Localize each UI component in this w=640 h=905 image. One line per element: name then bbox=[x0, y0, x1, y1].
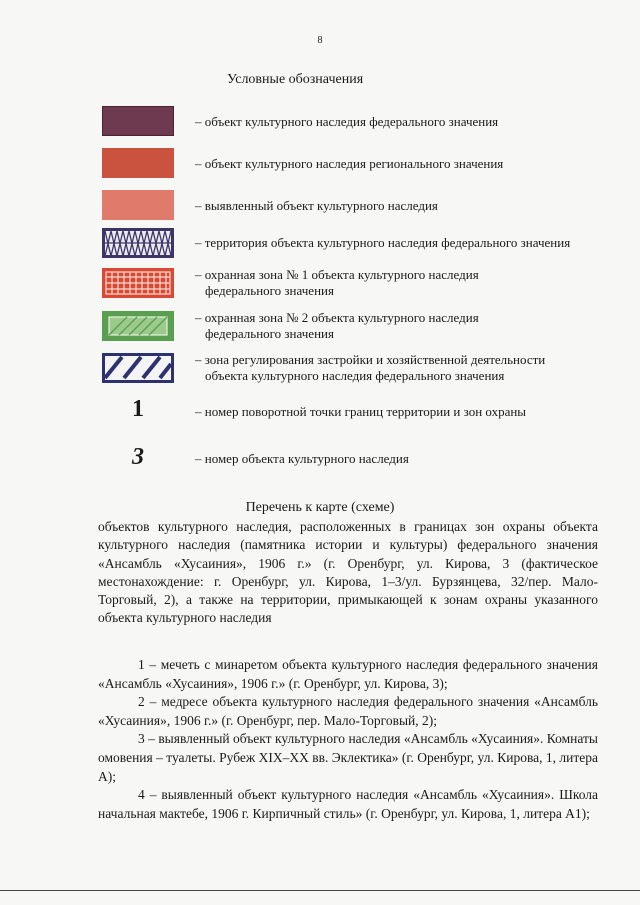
zone1-swatch bbox=[102, 268, 174, 298]
object-number-symbol: 3 bbox=[132, 444, 144, 470]
list-item: 2 – медресе объекта культурного наследия федерального значения «Ансамбль «Хусаиния», 1906 г.» (г. Оренбург, пер. Мало-Торговый, 2); bbox=[98, 694, 598, 728]
legend-label-line2: объекта культурного наследия федерального значения bbox=[205, 368, 505, 383]
list-item: 1 – мечеть с минаретом объекта культурного наследия федерального значения «Ансамбль «Хусаиния», 1906 г.» (г. Оренбург, ул. Кирова, 3); bbox=[98, 657, 598, 691]
legend-label: – выявленный объект культурного наследия bbox=[195, 198, 438, 213]
legend-label-line1: – охранная зона № 2 объекта культурного наследия bbox=[195, 310, 479, 325]
legend-label bbox=[195, 267, 479, 299]
legend-label-line1: – охранная зона № 1 объекта культурного наследия bbox=[195, 267, 479, 282]
page-bottom-edge bbox=[0, 890, 640, 891]
list-heading: Перечень к карте (схеме) bbox=[245, 500, 395, 515]
legend-label: – территория объекта культурного наследия федерального значения bbox=[195, 235, 571, 250]
zone2-swatch bbox=[102, 311, 174, 341]
legend-label: – номер поворотной точки границ территории и зон охраны bbox=[195, 404, 527, 419]
list-item: 4 – выявленный объект культурного наследия «Ансамбль «Хусаиния». Школа начальная мактебе, 1906 г. Кирпичный стиль» (г. Оренбург, ул. Кирова, 1, литера А1); bbox=[98, 787, 598, 821]
legend-label: – номер объекта культурного наследия bbox=[195, 451, 409, 466]
object-list bbox=[98, 656, 598, 823]
page-number: 8 bbox=[317, 35, 323, 46]
territory-swatch bbox=[102, 228, 174, 258]
list-subtitle: объектов культурного наследия, расположенных в границах зон охраны объекта культурного наследия (памятника истории и культуры) федерального значения «Ансамбль «Хусаиния», 1906 г.» (г. Оренбург, ул. Кирова, 3 (фактическое местонахождение: г. Оренбург, ул. Кирова, 1–3/ул. Бурзянцева, 32/пер. Мало-Торговый, 2), а также на территории, примыкающей к зонам охраны указанного объекта культурного наследия bbox=[98, 519, 598, 626]
legend-label-line2: федерального значения bbox=[205, 283, 334, 298]
list-item: 3 – выявленный объект культурного наследия «Ансамбль «Хусаиния». Комнаты омовения – туалеты. Рубеж XIX–XX вв. Эклектика» (г. Оренбург, ул. Кирова, 1, литера А); bbox=[98, 731, 598, 784]
legend-label-line1: – зона регулирования застройки и хозяйственной деятельности bbox=[195, 352, 546, 367]
legend-title: Условные обозначения bbox=[227, 72, 364, 87]
legend-label: – объект культурного наследия федерального значения bbox=[195, 114, 499, 129]
legend-label bbox=[195, 352, 545, 384]
legend-label bbox=[195, 310, 479, 342]
legend-label-line2: федерального значения bbox=[205, 326, 334, 341]
regional-swatch bbox=[102, 148, 174, 178]
legend-label: – объект культурного наследия регионального значения bbox=[195, 156, 504, 171]
identified-swatch bbox=[102, 190, 174, 220]
federal-swatch bbox=[102, 106, 174, 136]
point-number-symbol: 1 bbox=[132, 396, 144, 422]
regulation-swatch bbox=[102, 353, 174, 383]
